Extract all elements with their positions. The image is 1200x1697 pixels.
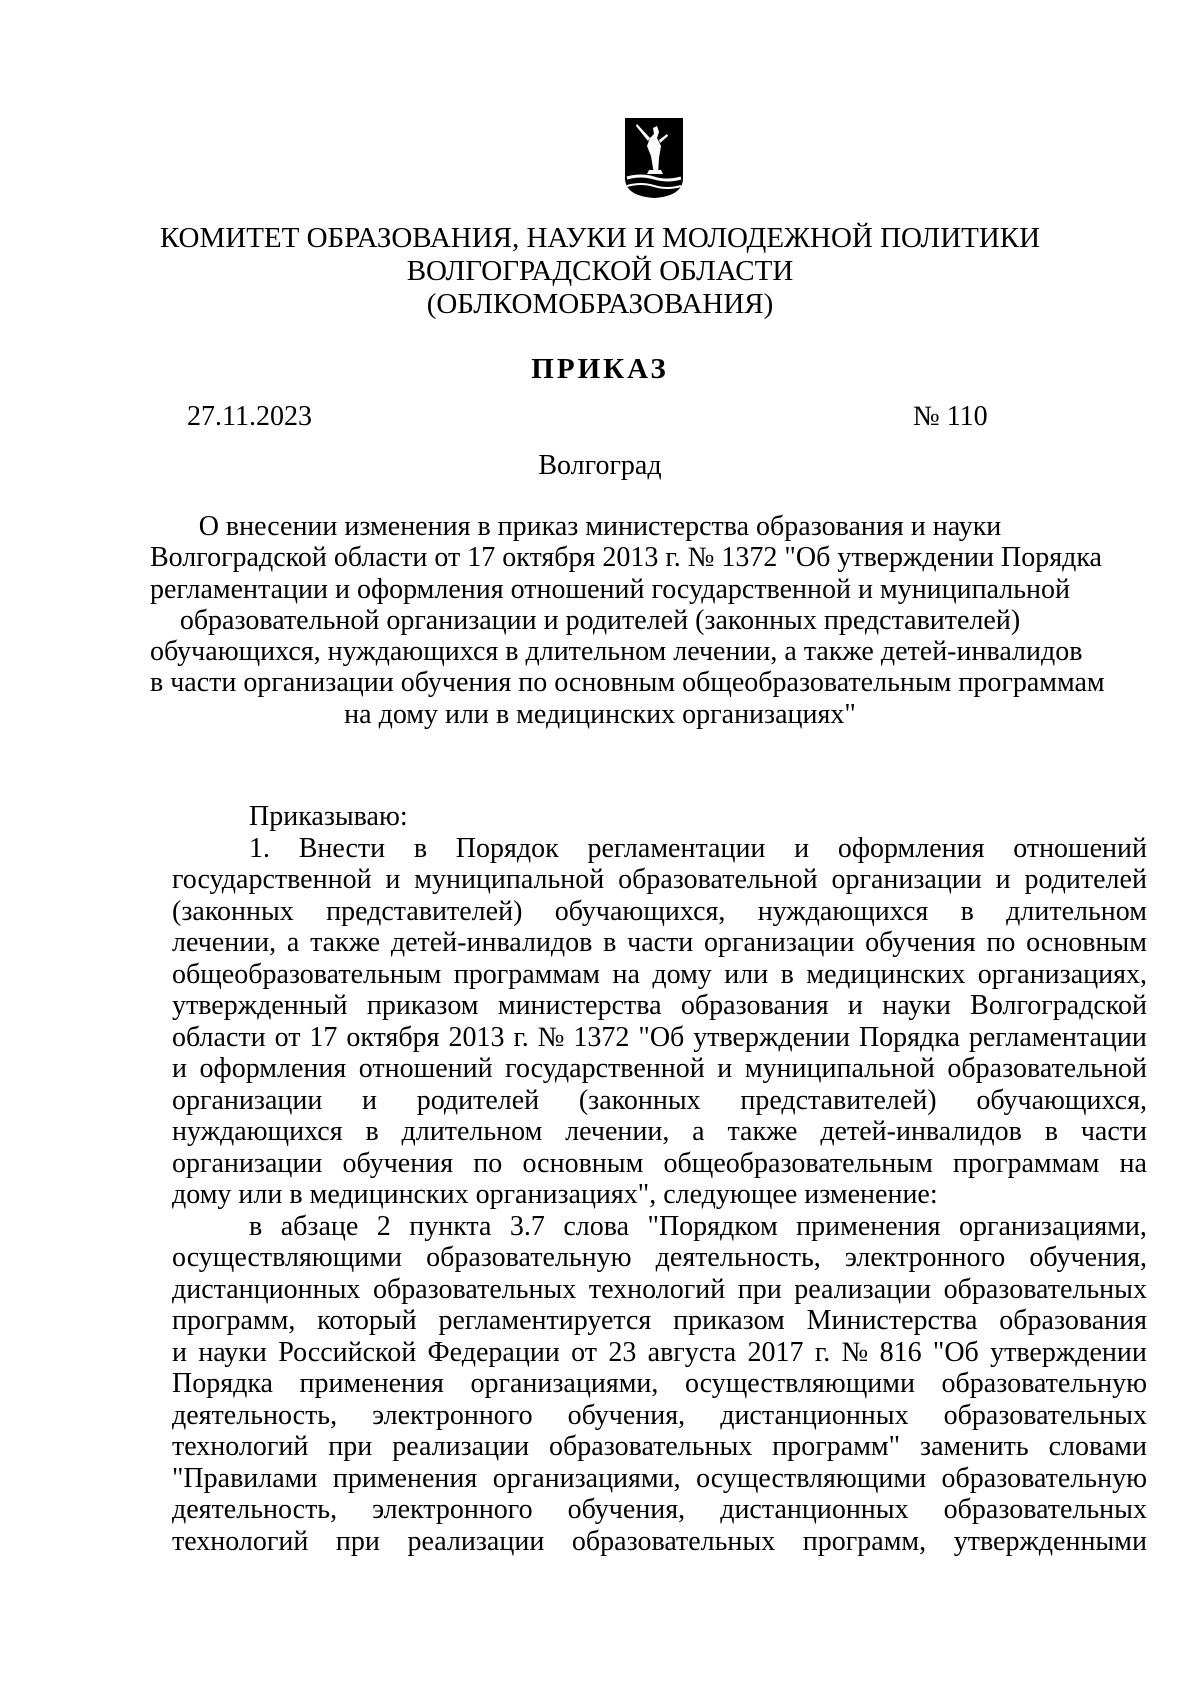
body-word: технологий [172, 1525, 309, 1557]
body-word: муниципальной [414, 864, 605, 895]
body-word: Волгоградской [970, 990, 1147, 1021]
body-word: на [612, 958, 640, 990]
body-line [172, 1337, 1147, 1369]
body-word: программ, [802, 1525, 927, 1557]
document-title: ПРИКАЗ [531, 353, 669, 385]
subject-line: Волгоградской области от 17 октября 2013 г. № 1372 "Об утверждении Порядка [150, 542, 1102, 574]
body-line [172, 864, 1147, 896]
body-word: заменить [920, 1431, 1029, 1462]
body-line [172, 1274, 1147, 1306]
body-word: образовательную [941, 1462, 1147, 1494]
body-word: электронного [372, 1494, 533, 1525]
body-word: при [737, 1273, 782, 1305]
body-word: детей-инвалидов [390, 927, 593, 958]
body-word: нуждающихся [757, 895, 929, 927]
body-word: Порядок [455, 832, 559, 864]
body-word: на [1119, 1147, 1147, 1179]
body-line [172, 959, 1147, 991]
body-word: обучения, [567, 1494, 686, 1525]
body-word: образовательной [618, 864, 818, 895]
body-word: утвержденными [953, 1525, 1147, 1557]
body-line [172, 1494, 1147, 1526]
body-word: в [1044, 1116, 1058, 1147]
body-word: образовательных [549, 1431, 753, 1462]
body-word: образования [680, 990, 829, 1021]
body-word: детей-инвалидов [820, 1116, 1022, 1147]
org-line: (ОБЛКОМОБРАЗОВАНИЯ) [426, 288, 774, 320]
body-word: Порядка [858, 1021, 960, 1053]
body-word: основным [1026, 927, 1147, 958]
body-word: государственной [172, 864, 372, 895]
body-line [172, 1463, 1147, 1495]
body-word: электронного [372, 1399, 533, 1431]
body-word: нуждающихся [172, 1116, 343, 1147]
body-word: науки [198, 1336, 267, 1368]
body-word: по [986, 927, 1016, 958]
body-word: технологий [172, 1431, 309, 1462]
body-word: деятельность, [655, 1242, 821, 1273]
body-word: применения [299, 1368, 444, 1399]
body-word: Порядка [172, 1368, 273, 1399]
subject-line: на дому или в медицинских организациях" [344, 698, 856, 730]
body-word: августа [647, 1336, 737, 1368]
body-word: государственной [505, 1053, 705, 1084]
body-word: осуществляющими [172, 1242, 402, 1273]
body-word: слова [563, 1210, 630, 1242]
body-word: оформления [199, 1053, 347, 1084]
body-word: реализации [794, 1273, 932, 1305]
body-word: длительном [1006, 895, 1147, 927]
body-word: организациями, [959, 1210, 1147, 1242]
body-word: обучения [342, 1147, 454, 1179]
body-word: организации [704, 927, 855, 958]
body-word: общеобразовательным [663, 1147, 933, 1179]
body-word: организации [172, 1084, 323, 1116]
body-word: и [995, 864, 1011, 895]
body-word: длительном [401, 1116, 543, 1147]
body-word: от [571, 1336, 597, 1368]
body-word: реализации [407, 1525, 545, 1557]
subject-line: образовательной организации и родителей (законных представителей) [179, 604, 1021, 636]
body-word: образовательных [372, 1273, 577, 1305]
body-word: общеобразовательным [172, 958, 442, 990]
body-word: организациями, [470, 1368, 659, 1399]
body-word: обучения, [567, 1399, 686, 1431]
body-word: от [274, 1021, 301, 1053]
body-word: технологий [588, 1273, 726, 1305]
body-word: области [172, 1021, 266, 1053]
body-word: по [473, 1147, 503, 1179]
body-word: в [780, 958, 794, 990]
body-line [172, 896, 1147, 928]
body-word: также [310, 927, 381, 958]
body-word: Министерства [806, 1305, 978, 1336]
body-word: "Порядком [647, 1210, 778, 1242]
body-line [172, 1085, 1147, 1117]
body-word: осуществляющими [684, 1368, 915, 1399]
body-line [172, 990, 1147, 1022]
body-word: муниципальной [744, 1053, 935, 1084]
body-word: регламентируется [438, 1305, 652, 1336]
body-word: 1372 [573, 1021, 630, 1053]
body-line [172, 1431, 1147, 1463]
body-line [172, 1526, 1147, 1558]
body-word: Федерации [427, 1336, 560, 1368]
body-word: Внести [298, 832, 386, 864]
body-word: утверждении [693, 1021, 850, 1053]
subject-line: обучающихся, нуждающихся в длительном лечении, а также детей-инвалидов [150, 636, 1083, 668]
body-word: 2017 [747, 1336, 804, 1368]
body-word: организациями, [492, 1462, 681, 1494]
body-word: основным [522, 1147, 644, 1179]
body-word: образовательных [943, 1273, 1147, 1305]
subject-line: в части организации обучения по основным общеобразовательным программам [150, 667, 1105, 699]
body-word: 17 [309, 1021, 338, 1053]
body-word: (законных [172, 895, 294, 927]
body-word: образовательных [571, 1525, 776, 1557]
body-word: "Правилами [172, 1462, 318, 1494]
body-word: оформления [837, 832, 985, 864]
body-word: также [727, 1116, 798, 1147]
body-word: и [172, 1336, 187, 1368]
body-word: деятельность, [172, 1494, 338, 1525]
body-word: г. [513, 1021, 529, 1053]
body-line [172, 1022, 1147, 1054]
body-word: утвержденный [172, 990, 348, 1021]
body-word: науки [882, 990, 951, 1021]
body-word: и [847, 990, 863, 1021]
org-line: ВОЛГОГРАДСКОЙ ОБЛАСТИ [406, 255, 794, 287]
body-word: дистанционных [172, 1273, 361, 1305]
body-word: 3.7 [509, 1210, 545, 1242]
body-word: образовательной [947, 1053, 1147, 1084]
body-word: отношений [1013, 832, 1147, 864]
body-line [172, 1242, 1147, 1274]
body-word: словами [1048, 1431, 1147, 1462]
body-word: при [328, 1431, 373, 1462]
body-line [172, 927, 1147, 959]
body-word: организации [172, 1147, 323, 1179]
body-word: и [362, 1084, 377, 1116]
body-word: дистанционных [720, 1399, 909, 1431]
body-word: который [317, 1305, 417, 1336]
body-line [172, 1400, 1147, 1432]
body-word: регламентации [968, 1021, 1147, 1053]
body-word: обучающихся, [554, 895, 726, 927]
body-word: № [537, 1021, 565, 1053]
body-word: части [627, 927, 694, 958]
body-word: представителей) [326, 895, 523, 927]
body-line [172, 833, 1147, 865]
body-word: лечении, [565, 1116, 670, 1147]
body-word: 2013 [448, 1021, 505, 1053]
body-word: осуществляющими [696, 1462, 927, 1494]
body-line [172, 1305, 1147, 1337]
body-word: образовательную [941, 1368, 1147, 1399]
body-word: пункта [409, 1210, 492, 1242]
body-word: и [172, 1053, 187, 1084]
org-line: КОМИТЕТ ОБРАЗОВАНИЯ, НАУКИ И МОЛОДЕЖНОЙ ПОЛИТИКИ [159, 222, 1041, 254]
body-word: медицинских [806, 958, 966, 990]
body-word: при [335, 1525, 380, 1557]
body-word: № [841, 1336, 869, 1368]
body-word: 1. [249, 832, 270, 864]
body-word: приказом [366, 990, 479, 1021]
order-body [172, 801, 1147, 1557]
body-word: образовательных [943, 1399, 1147, 1431]
body-word: и [794, 832, 810, 864]
body-word: а [692, 1116, 705, 1147]
body-word: или [724, 958, 769, 990]
order-city: Волгоград [538, 450, 662, 481]
body-line [172, 1368, 1147, 1400]
body-word: 816 [879, 1336, 922, 1368]
body-word: организации [831, 864, 982, 895]
body-word: в [960, 895, 974, 927]
body-word: электронного [844, 1242, 1006, 1273]
body-word: отношений [358, 1053, 493, 1084]
body-word: министерства [497, 990, 662, 1021]
body-word: (законных [578, 1084, 701, 1116]
body-word: и [717, 1053, 733, 1084]
body-word: программ, [172, 1305, 296, 1336]
body-word: деятельность, [172, 1399, 338, 1431]
body-word: представителей) [740, 1084, 937, 1116]
body-word: применения [796, 1210, 941, 1242]
body-word: программам [953, 1147, 1100, 1179]
body-word: родителей [1024, 864, 1147, 895]
order-subject [150, 511, 1105, 730]
body-line [172, 1211, 1147, 1243]
body-word: дому [652, 958, 712, 990]
order-number: № 110 [913, 401, 988, 432]
body-word: абзаце [280, 1210, 359, 1242]
body-word: реализации [392, 1431, 530, 1462]
body-word: утверждении [990, 1336, 1147, 1368]
volgograd-coat-of-arms-icon [623, 116, 685, 200]
body-word: 2 [376, 1210, 391, 1242]
body-word: образования [999, 1305, 1147, 1336]
body-word: в [365, 1116, 379, 1147]
body-word: октября [346, 1021, 440, 1053]
body-word: а [286, 927, 300, 958]
organization-name [100, 222, 1100, 321]
body-word: обучающихся, [976, 1084, 1147, 1116]
body-line: дому или в медицинских организациях", следующее изменение: [172, 1179, 938, 1210]
body-word: части [1080, 1116, 1147, 1147]
body-word: г. [814, 1336, 831, 1368]
body-line [172, 1148, 1147, 1180]
order-date: 27.11.2023 [187, 401, 312, 432]
body-word: программам [453, 958, 601, 990]
body-word: и [385, 864, 401, 895]
body-word: обучения [865, 927, 976, 958]
body-word: дистанционных [720, 1494, 909, 1525]
body-line [172, 1116, 1147, 1148]
body-word: в [603, 927, 617, 958]
body-word: Российской [278, 1336, 417, 1368]
body-word: в [249, 1210, 263, 1242]
body-word: программ" [772, 1431, 901, 1462]
subject-line: регламентации и оформления отношений государственной и муниципальной [150, 573, 1071, 605]
body-word: "Об [932, 1336, 979, 1368]
body-word: образовательных [943, 1494, 1147, 1525]
body-word: приказом [673, 1305, 785, 1336]
body-line [172, 1053, 1147, 1085]
subject-line: О внесении изменения в приказ министерства образования и науки [198, 511, 1002, 542]
body-word: регламентации [587, 832, 766, 864]
order-word: Приказываю: [249, 801, 408, 832]
body-word: "Об [638, 1021, 685, 1053]
body-word: обучения, [1029, 1242, 1147, 1273]
body-word: применения [332, 1462, 478, 1494]
body-word: 23 [608, 1336, 637, 1368]
body-word: образовательную [426, 1242, 632, 1273]
body-word: в [413, 832, 428, 864]
body-word: организациях, [977, 958, 1147, 990]
body-word: родителей [416, 1084, 540, 1116]
body-word: лечении, [172, 927, 277, 958]
